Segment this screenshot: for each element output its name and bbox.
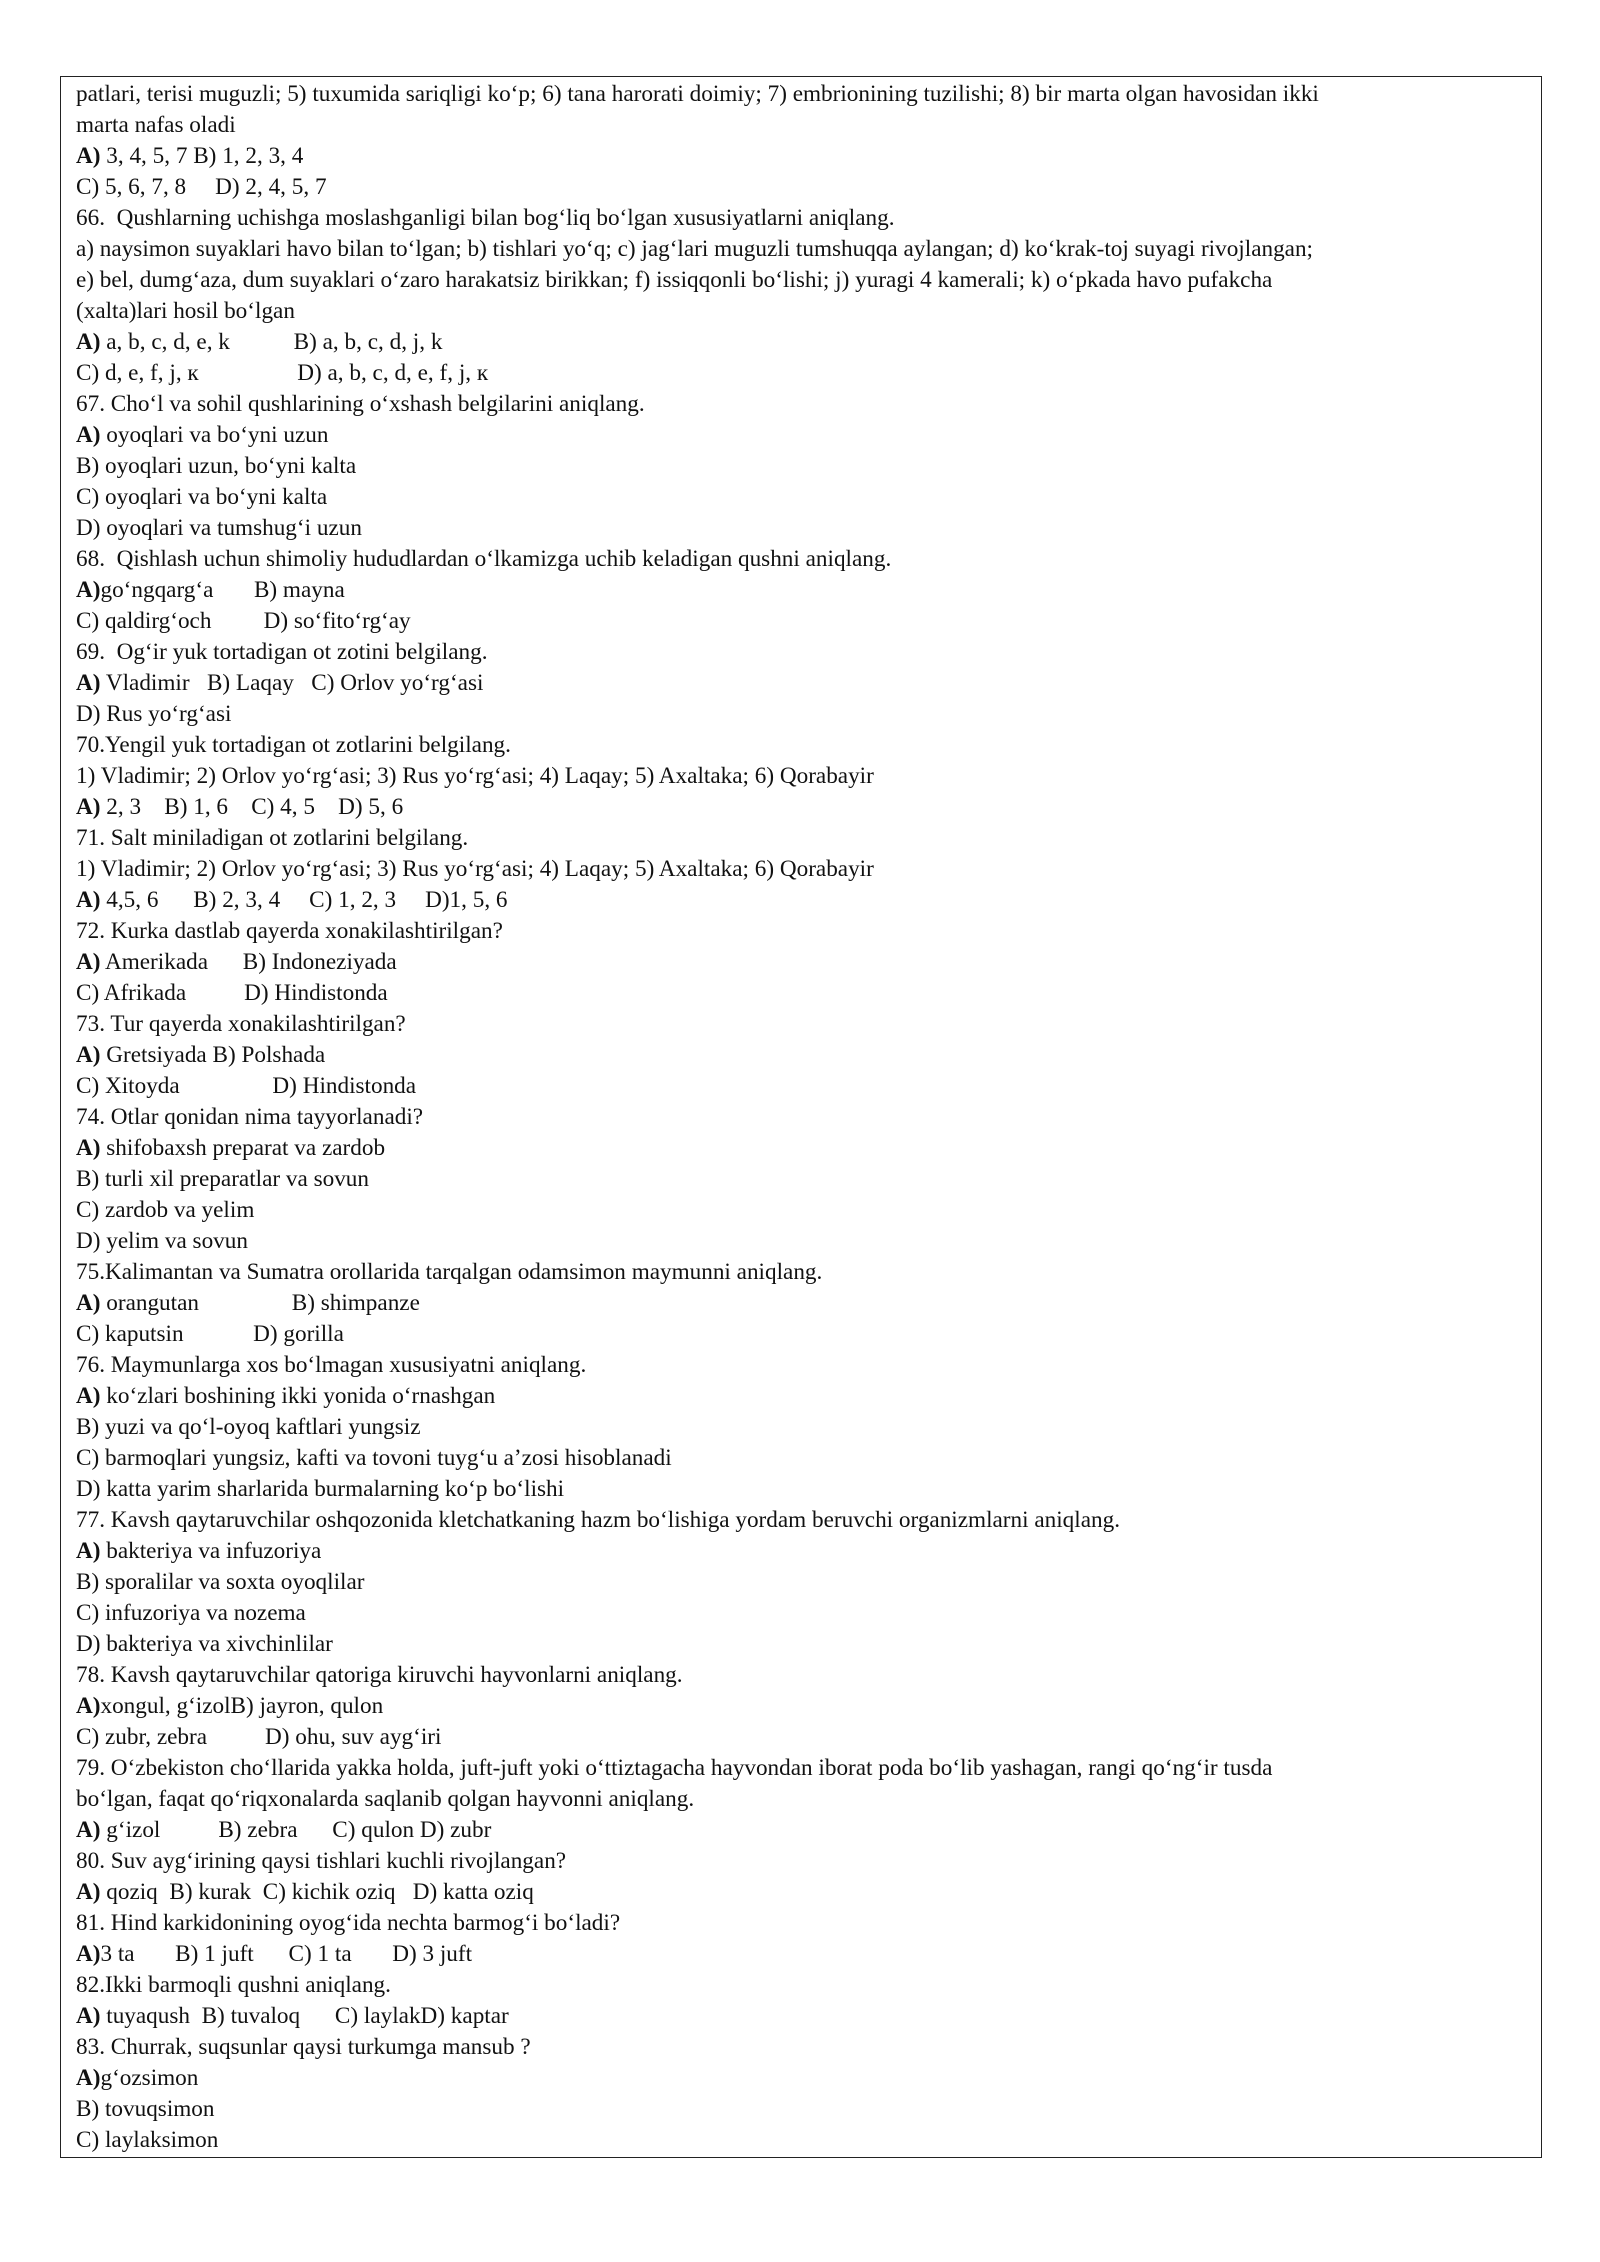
line-text: C) kaputsin D) gorilla — [76, 1321, 344, 1347]
line-text: D) yelim va sovun — [76, 1228, 248, 1254]
text-line — [76, 978, 1536, 1009]
line-text: D) katta yarim sharlarida burmalarning ko‘p bo‘lishi — [76, 1476, 565, 1502]
line-text: 71. Salt miniladigan ot zotlarini belgilang. — [76, 825, 469, 851]
line-text: C) infuzoriya va nozema — [76, 1600, 306, 1626]
text-line — [76, 2032, 1536, 2063]
line-text: Gretsiyada B) Polshada — [100, 1042, 326, 1068]
text-line — [76, 761, 1536, 792]
line-text: Vladimir B) Laqay C) Orlov yo‘rg‘asi — [100, 670, 484, 696]
text-line — [76, 1257, 1536, 1288]
text-line — [76, 172, 1536, 203]
line-text: bo‘lgan, faqat qo‘riqxonalarda saqlanib qolgan hayvonni aniqlang. — [76, 1786, 695, 1812]
text-line — [76, 1319, 1536, 1350]
answer-label: A) — [76, 794, 101, 820]
answer-label: A) — [76, 1817, 101, 1843]
line-text: patlari, terisi muguzli; 5) tuxumida sariqligi ko‘p; 6) tana harorati doimiy; 7) embrionining tuzilishi; 8) bir marta olgan havosidan ikki — [76, 81, 1319, 107]
text-line — [76, 1288, 1536, 1319]
text-line — [76, 265, 1536, 296]
text-line — [76, 668, 1536, 699]
line-text: C) zubr, zebra D) ohu, suv ayg‘iri — [76, 1724, 442, 1750]
text-line — [76, 823, 1536, 854]
line-text: C) barmoqlari yungsiz, kafti va tovoni tuyg‘u a’zosi hisoblanadi — [76, 1445, 672, 1471]
text-line — [76, 203, 1536, 234]
text-line — [76, 544, 1536, 575]
line-text: qoziq B) kurak C) kichik oziq D) katta oziq — [100, 1879, 534, 1905]
text-line — [76, 1071, 1536, 1102]
text-line — [76, 1815, 1536, 1846]
answer-label: A) — [76, 1290, 101, 1316]
line-text: 79. O‘zbekiston cho‘llarida yakka holda, juft-juft yoki o‘ttiztagacha hayvondan iborat poda bo‘lib yashagan, rangi qo‘ng‘ir tusda — [76, 1755, 1273, 1781]
text-line — [76, 1164, 1536, 1195]
text-line — [76, 2125, 1536, 2156]
text-line — [76, 451, 1536, 482]
line-text: shifobaxsh preparat va zardob — [100, 1135, 386, 1161]
text-line — [76, 1505, 1536, 1536]
text-line — [76, 389, 1536, 420]
line-text: 73. Tur qayerda xonakilashtirilgan? — [76, 1011, 406, 1037]
answer-label: A) — [76, 1941, 101, 1967]
text-line — [76, 1877, 1536, 1908]
text-line — [76, 1722, 1536, 1753]
line-text: g‘izol B) zebra C) qulon D) zubr — [100, 1817, 492, 1843]
line-text: a, b, c, d, e, k B) a, b, c, d, j, k — [100, 329, 443, 355]
text-line — [76, 1443, 1536, 1474]
line-text: marta nafas oladi — [76, 112, 236, 138]
text-line — [76, 1753, 1536, 1784]
text-line — [76, 358, 1536, 389]
answer-label: A) — [76, 670, 101, 696]
line-text: 81. Hind karkidonining oyog‘ida nechta barmog‘i bo‘ladi? — [76, 1910, 621, 1936]
line-text: B) yuzi va qo‘l-oyoq kaftlari yungsiz — [76, 1414, 421, 1440]
line-text: a) naysimon suyaklari havo bilan to‘lgan; b) tishlari yo‘q; c) jag‘lari muguzli tumshuqqa aylangan; d) ko‘krak-toj suyagi rivojlangan; — [76, 236, 1313, 262]
line-text: g‘ozsimon — [100, 2065, 199, 2091]
line-text: 3, 4, 5, 7 B) 1, 2, 3, 4 — [100, 143, 304, 169]
text-line — [76, 1908, 1536, 1939]
text-line — [76, 606, 1536, 637]
text-line — [76, 1598, 1536, 1629]
line-text: ko‘zlari boshining ikki yonida o‘rnashgan — [100, 1383, 496, 1409]
answer-label: A) — [76, 2065, 101, 2091]
text-line — [76, 792, 1536, 823]
line-text: go‘ngqarg‘a B) mayna — [100, 577, 345, 603]
text-line — [76, 1691, 1536, 1722]
text-line — [76, 916, 1536, 947]
line-text: B) sporalilar va soxta oyoqlilar — [76, 1569, 365, 1595]
line-text: C) d, e, f, j, к D) a, b, c, d, e, f, j, к — [76, 360, 489, 386]
text-line — [76, 141, 1536, 172]
line-text: 4,5, 6 B) 2, 3, 4 C) 1, 2, 3 D)1, 5, 6 — [100, 887, 508, 913]
text-line — [76, 637, 1536, 668]
line-text: oyoqlari va bo‘yni uzun — [100, 422, 329, 448]
answer-label: A) — [76, 1538, 101, 1564]
line-text: C) Xitoyda D) Hindistonda — [76, 1073, 417, 1099]
text-line — [76, 513, 1536, 544]
answer-label: A) — [76, 1693, 101, 1719]
document-body — [76, 79, 1536, 2156]
answer-label: A) — [76, 1042, 101, 1068]
answer-label: A) — [76, 422, 101, 448]
text-line — [76, 327, 1536, 358]
line-text: 1) Vladimir; 2) Orlov yo‘rg‘asi; 3) Rus yo‘rg‘asi; 4) Laqay; 5) Axaltaka; 6) Qorabayir — [76, 763, 874, 789]
text-line — [76, 885, 1536, 916]
answer-label: A) — [76, 1383, 101, 1409]
line-text: 1) Vladimir; 2) Orlov yo‘rg‘asi; 3) Rus yo‘rg‘asi; 4) Laqay; 5) Axaltaka; 6) Qorabayir — [76, 856, 874, 882]
line-text: 69. Og‘ir yuk tortadigan ot zotini belgilang. — [76, 639, 488, 665]
line-text: 68. Qishlash uchun shimoliy hududlardan o‘lkamizga uchib keladigan qushni aniqlang. — [76, 546, 892, 572]
line-text: C) qaldirg‘och D) so‘fito‘rg‘ay — [76, 608, 411, 634]
line-text: C) laylaksimon — [76, 2127, 219, 2153]
text-line — [76, 110, 1536, 141]
text-line — [76, 1784, 1536, 1815]
text-line — [76, 1939, 1536, 1970]
line-text: B) turli xil preparatlar va sovun — [76, 1166, 369, 1192]
text-line — [76, 234, 1536, 265]
text-line — [76, 1474, 1536, 1505]
text-line — [76, 1009, 1536, 1040]
answer-label: A) — [76, 2003, 101, 2029]
line-text: 74. Otlar qonidan nima tayyorlanadi? — [76, 1104, 424, 1130]
text-line — [76, 1350, 1536, 1381]
line-text: tuyaqush B) tuvaloq C) laylakD) kaptar — [100, 2003, 509, 2029]
line-text: orangutan B) shimpanze — [100, 1290, 420, 1316]
text-line — [76, 2094, 1536, 2125]
line-text: 77. Kavsh qaytaruvchilar oshqozonida kletchatkaning hazm bo‘lishiga yordam beruvchi organizmlarni aniqlang. — [76, 1507, 1120, 1533]
line-text: D) oyoqlari va tumshug‘i uzun — [76, 515, 362, 541]
text-line — [76, 1629, 1536, 1660]
line-text: (xalta)lari hosil bo‘lgan — [76, 298, 295, 324]
text-line — [76, 1226, 1536, 1257]
text-line — [76, 1040, 1536, 1071]
text-line — [76, 1195, 1536, 1226]
line-text: C) oyoqlari va bo‘yni kalta — [76, 484, 328, 510]
line-text: D) bakteriya va xivchinlilar — [76, 1631, 333, 1657]
line-text: 82.Ikki barmoqli qushni aniqlang. — [76, 1972, 391, 1998]
text-line — [76, 482, 1536, 513]
text-line — [76, 1846, 1536, 1877]
line-text: 72. Kurka dastlab qayerda xonakilashtirilgan? — [76, 918, 503, 944]
line-text: 67. Cho‘l va sohil qushlarining o‘xshash belgilarini aniqlang. — [76, 391, 645, 417]
line-text: 83. Churrak, suqsunlar qaysi turkumga mansub ? — [76, 2034, 531, 2060]
text-line — [76, 2001, 1536, 2032]
text-line — [76, 1133, 1536, 1164]
text-line — [76, 1970, 1536, 2001]
line-text: Amerikada B) Indoneziyada — [100, 949, 397, 975]
text-line — [76, 730, 1536, 761]
text-line — [76, 1567, 1536, 1598]
line-text: bakteriya va infuzoriya — [100, 1538, 322, 1564]
line-text: C) zardob va yelim — [76, 1197, 255, 1223]
line-text: 2, 3 B) 1, 6 C) 4, 5 D) 5, 6 — [100, 794, 404, 820]
line-text: 70.Yengil yuk tortadigan ot zotlarini belgilang. — [76, 732, 511, 758]
text-line — [76, 420, 1536, 451]
line-text: C) Afrikada D) Hindistonda — [76, 980, 388, 1006]
line-text: B) tovuqsimon — [76, 2096, 215, 2122]
answer-label: A) — [76, 949, 101, 975]
line-text: 80. Suv ayg‘irining qaysi tishlari kuchli rivojlangan? — [76, 1848, 567, 1874]
text-line — [76, 296, 1536, 327]
text-line — [76, 2063, 1536, 2094]
line-text: xongul, g‘izolB) jayron, qulon — [100, 1693, 384, 1719]
answer-label: A) — [76, 143, 101, 169]
line-text: B) oyoqlari uzun, bo‘yni kalta — [76, 453, 357, 479]
answer-label: A) — [76, 887, 101, 913]
line-text: e) bel, dumg‘aza, dum suyaklari o‘zaro harakatsiz birikkan; f) issiqqonli bo‘lishi; j) yuragi 4 kamerali; k) o‘pkada havo pufakcha — [76, 267, 1273, 293]
answer-label: A) — [76, 1879, 101, 1905]
text-line — [76, 854, 1536, 885]
answer-label: A) — [76, 1135, 101, 1161]
line-text: 75.Kalimantan va Sumatra orollarida tarqalgan odamsimon maymunni aniqlang. — [76, 1259, 823, 1285]
text-line — [76, 575, 1536, 606]
line-text: 78. Kavsh qaytaruvchilar qatoriga kiruvchi hayvonlarni aniqlang. — [76, 1662, 683, 1688]
line-text: C) 5, 6, 7, 8 D) 2, 4, 5, 7 — [76, 174, 327, 200]
line-text: 3 ta B) 1 juft C) 1 ta D) 3 juft — [100, 1941, 473, 1967]
text-line — [76, 1412, 1536, 1443]
text-line — [76, 699, 1536, 730]
text-line — [76, 947, 1536, 978]
text-line — [76, 1660, 1536, 1691]
line-text: D) Rus yo‘rg‘asi — [76, 701, 232, 727]
line-text: 66. Qushlarning uchishga moslashganligi bilan bog‘liq bo‘lgan xususiyatlarni aniqlang. — [76, 205, 895, 231]
text-line — [76, 1381, 1536, 1412]
text-line — [76, 1102, 1536, 1133]
answer-label: A) — [76, 329, 101, 355]
line-text: 76. Maymunlarga xos bo‘lmagan xususiyatni aniqlang. — [76, 1352, 587, 1378]
text-line — [76, 1536, 1536, 1567]
answer-label: A) — [76, 577, 101, 603]
text-line — [76, 79, 1536, 110]
